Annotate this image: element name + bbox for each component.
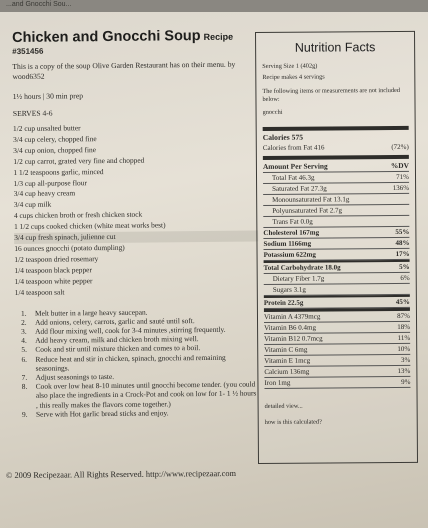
nutrient-label: Total Carbohydrate 18.0g — [263, 263, 341, 272]
nutrient-label: Vitamin B12 0.7mcg — [264, 334, 323, 343]
recipe-time: 1½ hours | 30 min prep — [12, 91, 84, 101]
how-calculated-link[interactable]: how is this calculated? — [264, 418, 322, 426]
ingredient-item: 1/2 teaspoon dried rosemary — [14, 253, 99, 264]
nutrient-dv: 13% — [397, 366, 411, 376]
recipe-intro: This is a copy of the soup Olive Garden Restaurant has on their menu. by wood6352 — [12, 59, 236, 81]
nutrient-dv: 45% — [395, 297, 410, 307]
ingredient-item: 1/2 cup unsalted butter — [12, 123, 81, 133]
nutrient-dv: 3% — [400, 355, 411, 364]
step-text: Adjust seasonings to taste. — [35, 371, 115, 382]
nutrient-label: Vitamin B6 0.4mg — [264, 323, 316, 332]
nutrient-label: Iron 1mg — [264, 378, 291, 387]
nutrient-label: Sodium 1166mg — [263, 239, 312, 248]
ingredient-item: 1/3 cup all-purpose flour — [13, 177, 87, 188]
excluded-note: The following items or measurements are not included below: — [262, 86, 401, 103]
nutrient-label: Polyunsaturated Fat 2.7g — [272, 206, 343, 215]
step-number: 1. — [20, 308, 27, 318]
dv-header: %DV — [390, 160, 409, 171]
nutrient-label: Dietary Fiber 1.7g — [272, 274, 325, 283]
torn-header-fragment: ...and Gnocchi Sou... — [0, 0, 428, 12]
ingredient-list — [13, 121, 259, 298]
nutrient-label: Trans Fat 0.0g — [272, 217, 313, 226]
nutrient-label: Vitamin E 1mcg — [264, 356, 311, 365]
ingredient-item: 1 1/2 cups cooked chicken (white meat works best) — [14, 220, 166, 232]
nutrient-label: Monounsaturated Fat 13.1g — [272, 195, 350, 204]
direction-list — [15, 306, 260, 419]
direction-step — [22, 407, 260, 419]
nutrient-dv: 87% — [397, 311, 411, 321]
nutrient-label: Calcium 136mg — [264, 367, 310, 376]
nutrient-label: Protein 22.5g — [263, 298, 304, 307]
nutrient-row — [264, 295, 410, 309]
nutrient-dv: 17% — [395, 249, 410, 259]
ingredient-item: 3/4 cup fresh spinach, julienne cut — [14, 230, 258, 243]
calories: Calories 575 — [262, 132, 304, 142]
nutrient-row — [264, 308, 410, 323]
ingredient-item: 1/2 cup carrot, grated very fine and chopped — [13, 155, 145, 166]
nutrient-dv: 71% — [396, 172, 410, 182]
step-number: 4. — [21, 335, 27, 346]
step-number: 6. — [21, 354, 28, 364]
nutrition-facts-panel — [255, 31, 418, 464]
amount-per-serving: Amount Per Serving — [262, 161, 328, 171]
ingredient-item: 1 1/2 teaspoons garlic, minced — [13, 166, 104, 177]
recipe-title: Chicken and Gnocchi Soup Recipe — [12, 28, 234, 46]
ingredient-item: 3/4 cup onion, chopped fine — [13, 144, 97, 155]
nutrient-label: Saturated Fat 27.3g — [272, 184, 327, 193]
step-text: Add heavy cream, milk and chicken broth mixing well. — [35, 334, 199, 345]
serving-size: Serving Size 1 (402g) — [262, 62, 318, 70]
nutrient-rows — [263, 172, 411, 389]
nutrition-title: Nutrition Facts — [294, 40, 376, 55]
direction-step — [21, 352, 259, 373]
step-text: Add onions, celery, carrots, garlic and sauté until soft. — [35, 315, 195, 327]
direction-step — [22, 380, 260, 410]
nutrient-dv: 5% — [399, 262, 410, 271]
step-text: Reduce heat and stir in chicken, spinach, gnocchi and remaining seasonings. — [35, 352, 226, 373]
ingredient-item: 4 cups chicken broth or fresh chicken stock — [13, 209, 143, 221]
step-text: Serve with Hot garlic bread sticks and enjoy. — [35, 408, 169, 419]
step-number: 5. — [21, 345, 27, 355]
nutrient-label: Vitamin C 6mg — [264, 345, 308, 354]
step-text: Cook and stir until mixture thicken and comes to a boil. — [35, 343, 201, 355]
divider — [263, 126, 409, 131]
recipe-makes: Recipe makes 4 servings — [262, 73, 325, 81]
calories-from-fat-pct: (72%) — [391, 142, 409, 152]
ingredient-item: 3/4 cup heavy cream — [13, 188, 76, 199]
ingredient-item: 3/4 cup milk — [13, 199, 52, 210]
step-text: Add flour mixing well, cook for 3-4 minutes ,stirring frequently. — [35, 324, 226, 336]
nutrient-dv: 6% — [400, 273, 410, 282]
nutrient-dv: 55% — [395, 227, 410, 237]
step-text: Melt butter in a large heavy saucepan. — [34, 307, 148, 318]
ingredient-item: 3/4 cup celery, chopped fine — [13, 134, 97, 144]
nutrient-label: Total Fat 46.3g — [271, 173, 315, 182]
excluded-item: gnocchi — [262, 108, 283, 116]
detailed-view-link[interactable]: detailed view... — [264, 402, 303, 410]
nutrient-dv: 136% — [392, 183, 410, 193]
nutrient-dv: 18% — [397, 322, 411, 332]
ingredient-item: 1/4 teaspoon salt — [14, 287, 65, 297]
ingredient-item: 1/4 teaspoon white pepper — [14, 275, 93, 286]
nutrient-dv: 11% — [397, 333, 411, 343]
recipe-serves: SERVES 4-6 — [12, 108, 53, 118]
step-number: 8. — [21, 381, 28, 392]
recipe-column — [12, 27, 260, 418]
copyright-footer: © 2009 Recipezaar. All Rights Reserved. http://www.recipezaar.com — [5, 468, 237, 481]
nutrient-row — [264, 377, 410, 389]
ingredient-item: 16 ounces gnocchi (potato dumpling) — [14, 242, 125, 253]
nutrient-label: Cholesterol 167mg — [263, 228, 320, 237]
calories-from-fat-row — [263, 142, 409, 153]
nutrient-row — [264, 260, 410, 274]
nutrient-dv: 48% — [395, 238, 410, 248]
nutrient-label: Vitamin A 4379mcg — [263, 312, 321, 321]
recipe-title-suffix: Recipe — [203, 31, 234, 42]
step-number: 9. — [21, 409, 28, 419]
step-text: Cook over low heat 8-10 minutes until gnocchi become tender. (you could also place the ingredients in a Crock-Pot and cook on low for 1- 1 ½ hours , this really makes the flavors come together.) — [35, 379, 257, 410]
recipe-id: #351456 — [12, 46, 44, 56]
nutrient-dv: 9% — [401, 377, 411, 386]
nutrient-label: Sugars 3.1g — [272, 285, 306, 294]
step-number: 2. — [21, 317, 27, 327]
step-number: 3. — [21, 326, 27, 336]
nutrient-dv: 10% — [397, 344, 411, 354]
nutrient-label: Potassium 622mg — [263, 250, 316, 259]
calories-from-fat: Calories from Fat 416 — [262, 143, 325, 152]
ingredient-item: 1/4 teaspoon black pepper — [14, 264, 92, 275]
step-number: 7. — [21, 372, 28, 382]
divider — [263, 155, 409, 160]
